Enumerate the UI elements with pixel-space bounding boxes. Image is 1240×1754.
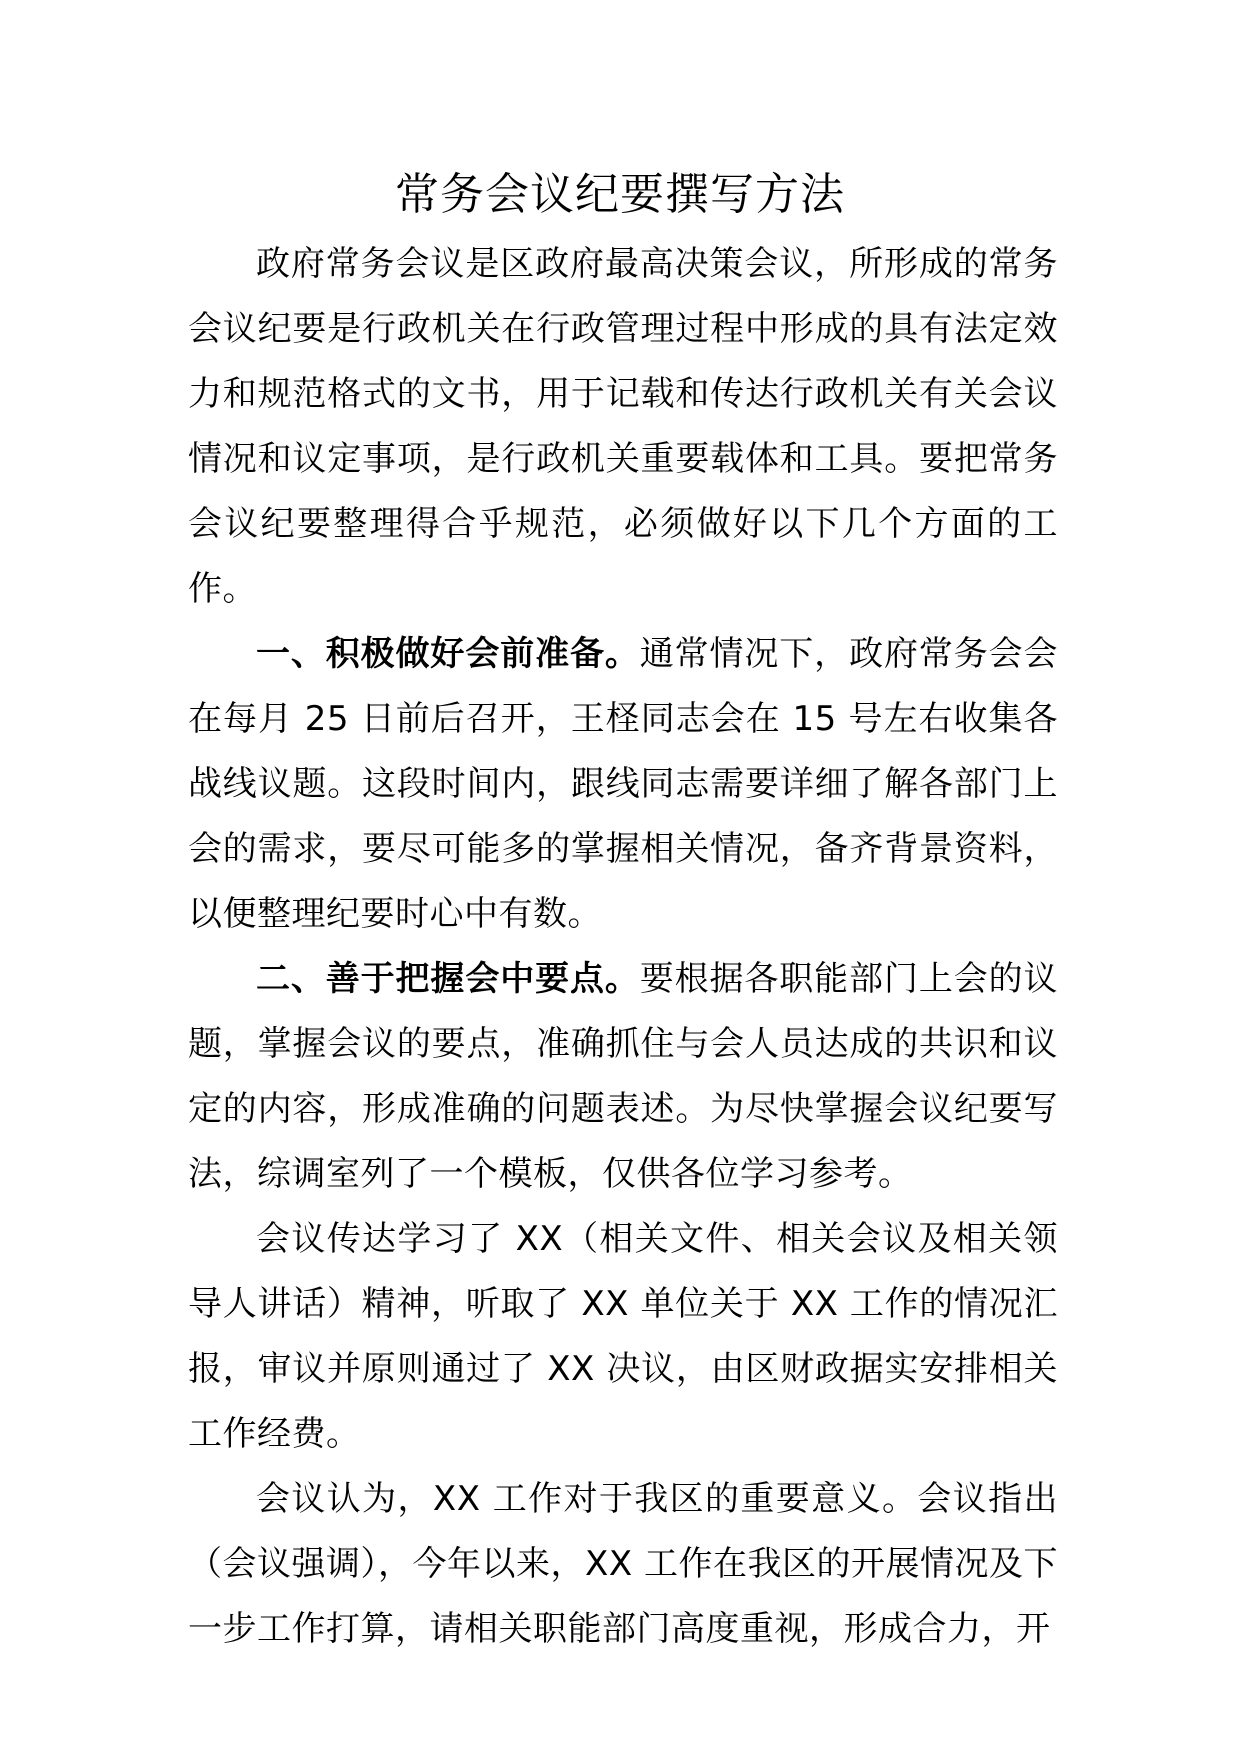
document-body	[188, 232, 1058, 1662]
paragraph-text: 政府常务会议是区政府最高决策会议，所形成的常务会议纪要是行政机关在行政管理过程中形成的具有法定效力和规范格式的文书，用于记载和传达行政机关有关会议情况和议定事项，是行政机关重要载体和工具。要把常务会议纪要整理得合乎规范，必须做好以下几个方面的工作。	[188, 244, 1058, 609]
section-heading: 二、善于把握会中要点。	[256, 959, 640, 999]
paragraph-text: 要根据各职能部门上会的议题，掌握会议的要点，准确抓住与会人员达成的共识和议定的内容，形成准确的问题表述。为尽快掌握会议纪要写法，综调室列了一个模板，仅供各位学习参考。	[188, 959, 1058, 1194]
paragraph-section-2	[188, 947, 1058, 1207]
paragraph-template-1	[188, 1207, 1058, 1467]
paragraph-text: 通常情况下，政府常务会会在每月 25 日前后召开，王柽同志会在 15 号左右收集各战线议题。这段时间内，跟线同志需要详细了解各部门上会的需求，要尽可能多的掌握相关情况，备齐背景资料，以便整理纪要时心中有数。	[188, 634, 1058, 934]
document-title: 常务会议纪要撰写方法	[395, 169, 845, 220]
paragraph-template-2	[188, 1467, 1058, 1662]
paragraph-intro	[188, 232, 1058, 622]
paragraph-text: 会议传达学习了 XX（相关文件、相关会议及相关领导人讲话）精神，听取了 XX 单位关于 XX 工作的情况汇报，审议并原则通过了 XX 决议，由区财政据实安排相关工作经费。	[188, 1219, 1058, 1454]
paragraph-section-1	[188, 622, 1058, 947]
paragraph-text: 会议认为，XX 工作对于我区的重要意义。会议指出（会议强调），今年以来，XX 工作在我区的开展情况及下一步工作打算，请相关职能部门高度重视，形成合力，开	[188, 1479, 1058, 1649]
section-heading: 一、积极做好会前准备。	[256, 634, 640, 674]
